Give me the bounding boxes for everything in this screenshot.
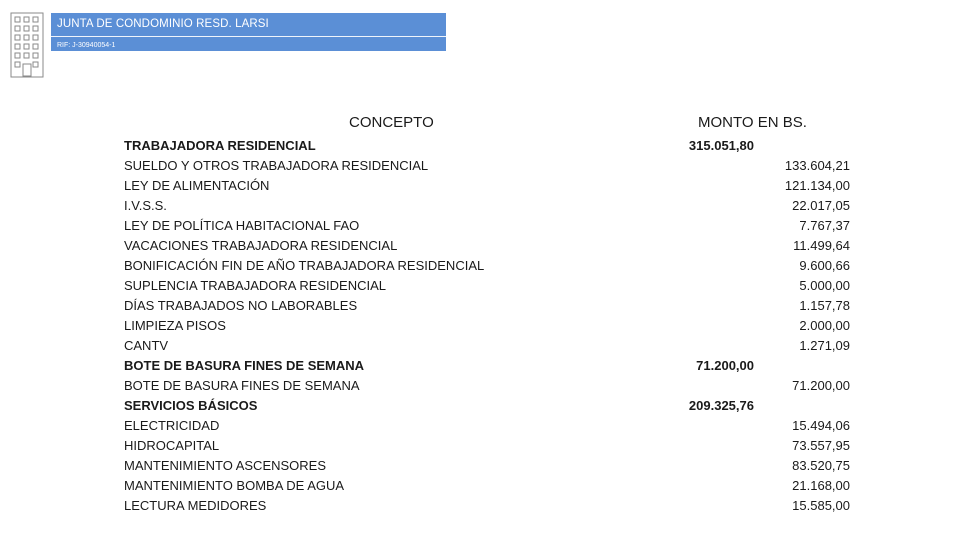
row-label: SUELDO Y OTROS TRABAJADORA RESIDENCIAL bbox=[124, 158, 429, 173]
table-row bbox=[0, 498, 960, 518]
row-label: TRABAJADORA RESIDENCIAL bbox=[124, 138, 316, 153]
table-row bbox=[0, 478, 960, 498]
row-amount: 21.168,00 bbox=[792, 478, 850, 493]
table-row bbox=[0, 438, 960, 458]
row-label: VACACIONES TRABAJADORA RESIDENCIAL bbox=[124, 238, 398, 253]
row-label: HIDROCAPITAL bbox=[124, 438, 220, 453]
row-label: DÍAS TRABAJADOS NO LABORABLES bbox=[124, 298, 358, 313]
table-row bbox=[0, 278, 960, 298]
category-row bbox=[0, 138, 960, 158]
row-label: ELECTRICIDAD bbox=[124, 418, 220, 433]
row-amount: 83.520,75 bbox=[792, 458, 850, 473]
table-row bbox=[0, 158, 960, 178]
row-amount: 2.000,00 bbox=[799, 318, 850, 333]
row-amount: 5.000,00 bbox=[799, 278, 850, 293]
row-label: LIMPIEZA PISOS bbox=[124, 318, 226, 333]
row-label: LEY DE ALIMENTACIÓN bbox=[124, 178, 270, 193]
rif-number: RIF: J-30940054-1 bbox=[57, 42, 116, 49]
category-row bbox=[0, 398, 960, 418]
row-amount: 1.157,78 bbox=[799, 298, 850, 313]
row-label: BONIFICACIÓN FIN DE AÑO TRABAJADORA RESIDENCIAL bbox=[124, 258, 485, 273]
table-row bbox=[0, 418, 960, 438]
banner-divider bbox=[51, 36, 446, 37]
row-amount: 121.134,00 bbox=[784, 178, 850, 193]
row-amount: 73.557,95 bbox=[792, 438, 850, 453]
table-row bbox=[0, 318, 960, 338]
table-row bbox=[0, 258, 960, 278]
row-amount: 71.200,00 bbox=[696, 358, 754, 373]
row-label: MANTENIMIENTO BOMBA DE AGUA bbox=[124, 478, 345, 493]
row-amount: 15.585,00 bbox=[792, 498, 850, 513]
row-amount: 209.325,76 bbox=[688, 398, 754, 413]
row-amount: 315.051,80 bbox=[688, 138, 754, 153]
row-amount: 22.017,05 bbox=[792, 198, 850, 213]
row-label: MANTENIMIENTO ASCENSORES bbox=[124, 458, 327, 473]
row-amount: 133.604,21 bbox=[784, 158, 850, 173]
row-label: BOTE DE BASURA FINES DE SEMANA bbox=[124, 358, 365, 373]
table-row bbox=[0, 198, 960, 218]
table-row bbox=[0, 298, 960, 318]
row-label: LECTURA MEDIDORES bbox=[124, 498, 267, 513]
row-amount: 7.767,37 bbox=[799, 218, 850, 233]
row-label: BOTE DE BASURA FINES DE SEMANA bbox=[124, 378, 360, 393]
row-amount: 15.494,06 bbox=[792, 418, 850, 433]
table-row bbox=[0, 338, 960, 358]
column-header-monto: MONTO EN BS. bbox=[698, 114, 807, 131]
row-amount: 9.600,66 bbox=[799, 258, 850, 273]
row-label: CANTV bbox=[124, 338, 169, 353]
row-amount: 1.271,09 bbox=[799, 338, 850, 353]
table-row bbox=[0, 178, 960, 198]
row-label: SUPLENCIA TRABAJADORA RESIDENCIAL bbox=[124, 278, 387, 293]
row-label: LEY DE POLÍTICA HABITACIONAL FAO bbox=[124, 218, 360, 233]
header-banner bbox=[51, 13, 446, 51]
building-icon bbox=[10, 12, 44, 78]
category-row bbox=[0, 358, 960, 378]
condominium-title: JUNTA DE CONDOMINIO RESD. LARSI bbox=[57, 18, 269, 30]
column-header-concepto: CONCEPTO bbox=[349, 114, 434, 131]
table-row bbox=[0, 458, 960, 478]
table-row bbox=[0, 238, 960, 258]
row-amount: 71.200,00 bbox=[792, 378, 850, 393]
table-row bbox=[0, 378, 960, 398]
row-label: I.V.S.S. bbox=[124, 198, 167, 213]
table-row bbox=[0, 218, 960, 238]
row-label: SERVICIOS BÁSICOS bbox=[124, 398, 258, 413]
row-amount: 11.499,64 bbox=[793, 238, 850, 253]
